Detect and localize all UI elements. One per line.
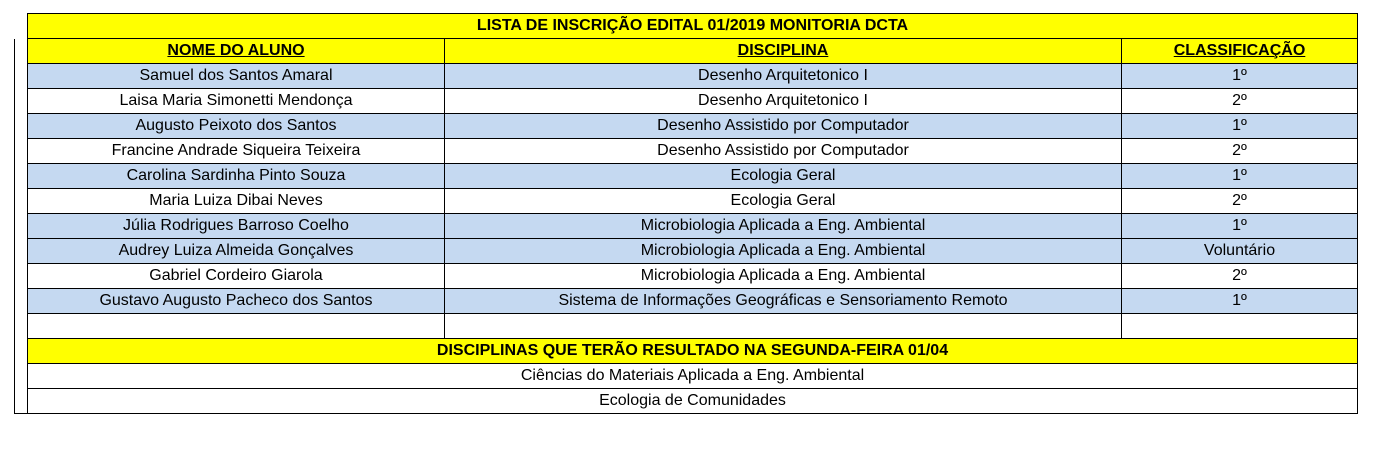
cell-discipline: Sistema de Informações Geográficas e Sensoriamento Remoto — [445, 289, 1122, 314]
header-name: NOME DO ALUNO — [28, 39, 445, 64]
pending-item-label: Ecologia de Comunidades — [28, 389, 1358, 414]
gutter-cell — [15, 114, 28, 139]
cell-rank: 1º — [1122, 214, 1358, 239]
gutter-cell — [15, 289, 28, 314]
gutter-cell — [15, 64, 28, 89]
table-row — [15, 114, 1358, 139]
table-row — [15, 189, 1358, 214]
table-row — [15, 239, 1358, 264]
gutter-cell — [15, 39, 28, 64]
cell-name: Francine Andrade Siqueira Teixeira — [28, 139, 445, 164]
cell-name: Augusto Peixoto dos Santos — [28, 114, 445, 139]
cell-discipline: Microbiologia Aplicada a Eng. Ambiental — [445, 239, 1122, 264]
cell-rank: 2º — [1122, 139, 1358, 164]
cell-name: Júlia Rodrigues Barroso Coelho — [28, 214, 445, 239]
cell-discipline: Desenho Assistido por Computador — [445, 139, 1122, 164]
cell-discipline: Desenho Assistido por Computador — [445, 114, 1122, 139]
gutter-cell — [15, 89, 28, 114]
gutter-cell — [15, 364, 28, 389]
gutter-cell — [15, 14, 28, 39]
cell-discipline: Desenho Arquitetonico I — [445, 89, 1122, 114]
pending-item — [15, 389, 1358, 414]
cell-discipline: Ecologia Geral — [445, 164, 1122, 189]
table-row — [15, 64, 1358, 89]
gutter-cell — [15, 164, 28, 189]
table-row — [15, 164, 1358, 189]
pending-item-label: Ciências do Materiais Aplicada a Eng. Ambiental — [28, 364, 1358, 389]
cell-name: Laisa Maria Simonetti Mendonça — [28, 89, 445, 114]
cell-discipline: Ecologia Geral — [445, 189, 1122, 214]
gutter-cell — [15, 314, 28, 339]
cell-name: Samuel dos Santos Amaral — [28, 64, 445, 89]
blank-row — [15, 314, 1358, 339]
inscription-table — [14, 13, 1358, 414]
pending-item — [15, 364, 1358, 389]
sheet-title: LISTA DE INSCRIÇÃO EDITAL 01/2019 MONITORIA DCTA — [28, 14, 1358, 39]
cell-discipline: Microbiologia Aplicada a Eng. Ambiental — [445, 214, 1122, 239]
cell-discipline: Desenho Arquitetonico I — [445, 64, 1122, 89]
gutter-cell — [15, 264, 28, 289]
cell-rank: 1º — [1122, 289, 1358, 314]
pending-title: DISCIPLINAS QUE TERÃO RESULTADO NA SEGUNDA-FEIRA 01/04 — [28, 339, 1358, 364]
empty-cell — [445, 314, 1122, 339]
table-row — [15, 264, 1358, 289]
gutter-cell — [15, 389, 28, 414]
cell-rank: 1º — [1122, 114, 1358, 139]
cell-name: Gustavo Augusto Pacheco dos Santos — [28, 289, 445, 314]
empty-cell — [28, 314, 445, 339]
table-row — [15, 139, 1358, 164]
gutter-cell — [15, 139, 28, 164]
cell-rank: 2º — [1122, 89, 1358, 114]
cell-discipline: Microbiologia Aplicada a Eng. Ambiental — [445, 264, 1122, 289]
table-row — [15, 89, 1358, 114]
cell-rank: 1º — [1122, 164, 1358, 189]
inscription-sheet — [14, 13, 1357, 414]
cell-name: Carolina Sardinha Pinto Souza — [28, 164, 445, 189]
cell-rank: 2º — [1122, 264, 1358, 289]
gutter-cell — [15, 214, 28, 239]
gutter-cell — [15, 339, 28, 364]
cell-rank: 1º — [1122, 64, 1358, 89]
cell-name: Gabriel Cordeiro Giarola — [28, 264, 445, 289]
table-row — [15, 214, 1358, 239]
cell-rank: 2º — [1122, 189, 1358, 214]
cell-name: Audrey Luiza Almeida Gonçalves — [28, 239, 445, 264]
gutter-cell — [15, 189, 28, 214]
header-rank: CLASSIFICAÇÃO — [1122, 39, 1358, 64]
gutter-cell — [15, 239, 28, 264]
empty-cell — [1122, 314, 1358, 339]
header-discipline: DISCIPLINA — [445, 39, 1122, 64]
table-row — [15, 289, 1358, 314]
cell-name: Maria Luiza Dibai Neves — [28, 189, 445, 214]
cell-rank: Voluntário — [1122, 239, 1358, 264]
